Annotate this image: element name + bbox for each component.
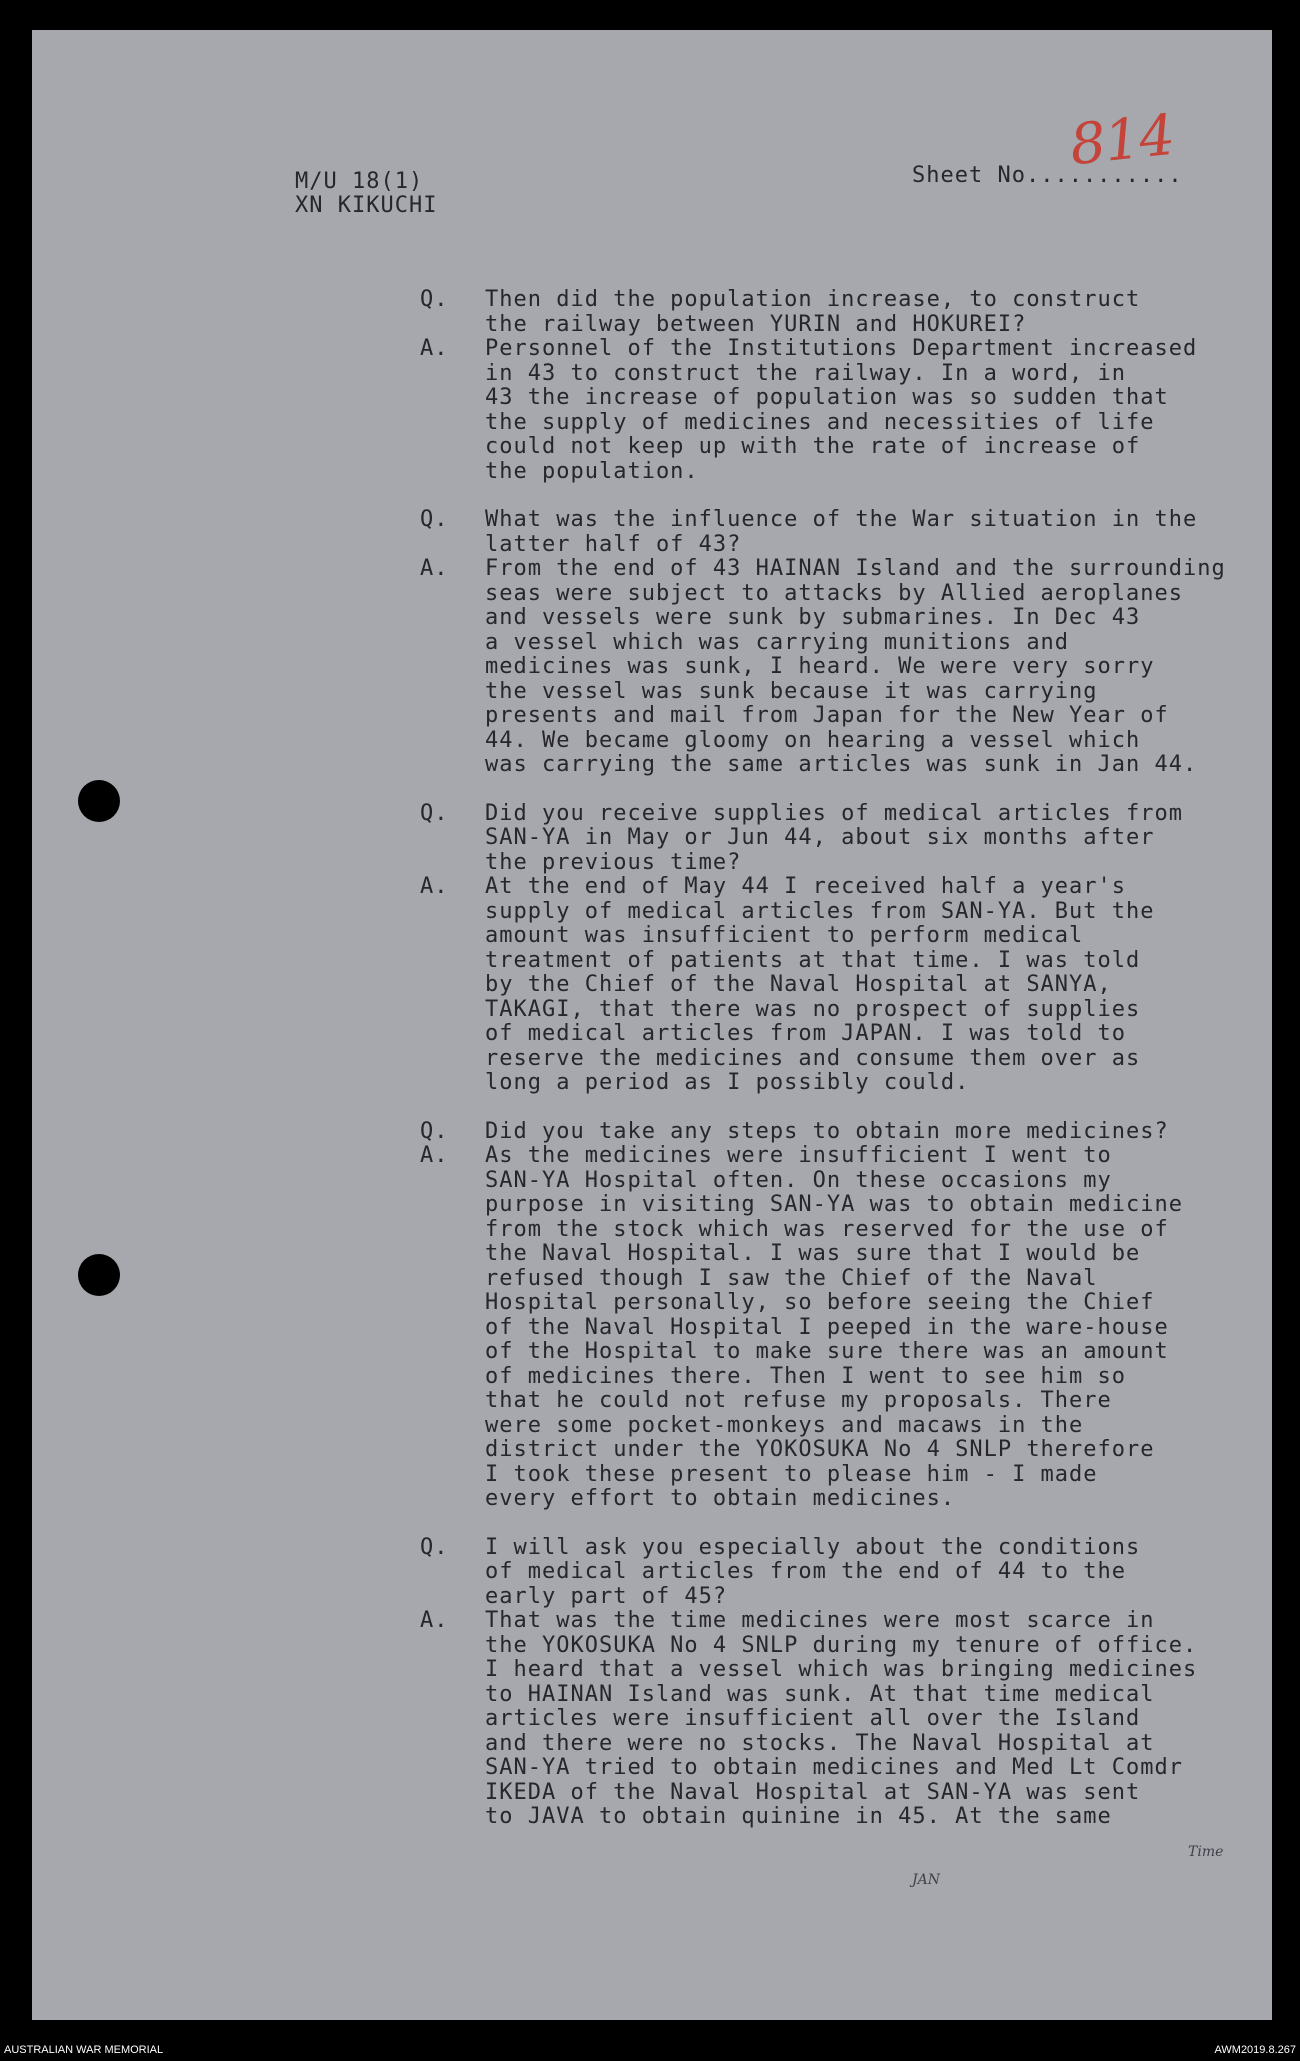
question: Q. Did you receive supplies of medical articles from SAN-YA in May or Jun 44, about six months after the previous time? [420, 800, 1184, 875]
reference-code: M/U 18(1) [295, 169, 424, 194]
sheet-label: Sheet No........... [912, 163, 1183, 188]
answer: A. As the medicines were insufficient I went to SAN-YA Hospital often. On these occasions my purpose in visiting SAN-YA was to obtain medicine from the stock which was reserved for the use of the Naval Hospital. I was sure that I would be refused though I saw the Chief of the Naval Hospital personally, so before seeing the Chief of the Naval Hospital I peeped in the ware-house of the Hospital to make sure there was an amount of medicines there. Then I went to see him so that he could not refuse my proposals. There were some pocket-monkeys and macaws in the district under the YOKOSUKA No 4 SNLP therefore I took these present to please him - I made every effort to obtain medicines. [420, 1143, 1184, 1511]
inline-note-handwritten: JAN [912, 1872, 940, 1888]
interview-transcript [410, 288, 1270, 1830]
answer: A. At the end of May 44 I received half a year's supply of medical articles from SAN-YA. But the amount was insufficient to perform medical treatment of patients at that time. I was told by the Chief of the Naval Hospital at SANYA, TAKAGI, that there was no prospect of supplies of medical articles from JAPAN. I was told to reserve the medicines and consume them over as long a period as I possibly could. [420, 874, 1155, 1095]
punch-hole [78, 780, 120, 822]
question: Q. Then did the population increase, to construct the railway between YURIN and HOKUREI? [420, 287, 1141, 337]
answer: A. From the end of 43 HAINAN Island and the surrounding seas were subject to attacks by Allied aeroplanes and vessels were sunk by submarines. In Dec 43 a vessel which was carrying munitions and medicines was sunk, I heard. We were very sorry the vessel was sunk because it was carrying presents and mail from Japan for the New Year of 44. We became gloomy on hearing a vessel which was carrying the same articles was sunk in Jan 44. [420, 556, 1226, 777]
answer: A. Personnel of the Institutions Department increased in 43 to construct the railway. In a word, in 43 the increase of population was so sudden that the supply of medicines and necessities of life could not keep up with the rate of increase of the population. [420, 336, 1198, 484]
question: Q. I will ask you especially about the conditions of medical articles from the end of 44 to the early part of 45? [420, 1534, 1141, 1609]
answer: A. That was the time medicines were most scarce in the YOKOSUKA No 4 SNLP during my tenure of office. I heard that a vessel which was bringing medicines to HAINAN Island was sunk. At that time medical articles were insufficient all over the Island and there were no stocks. The Naval Hospital at SAN-YA tried to obtain medicines and Med Lt Comdr IKEDA of the Naval Hospital at SAN-YA was sent to JAVA to obtain quinine in 45. At the same [420, 1608, 1198, 1829]
question: Q. What was the influence of the War situation in the latter half of 43? [420, 507, 1198, 557]
file-reference [295, 170, 437, 218]
question: Q. Did you take any steps to obtain more medicines? [420, 1118, 1169, 1144]
punch-hole [78, 1254, 120, 1296]
subject-name: XN KIKUCHI [295, 193, 438, 218]
footer-accession-number: AWM2019.8.267 [1214, 2044, 1296, 2056]
sheet-number-handwritten: 814 [1066, 102, 1178, 179]
margin-note-handwritten: Time [1188, 1844, 1224, 1860]
footer-institution: AUSTRALIAN WAR MEMORIAL [4, 2044, 164, 2056]
